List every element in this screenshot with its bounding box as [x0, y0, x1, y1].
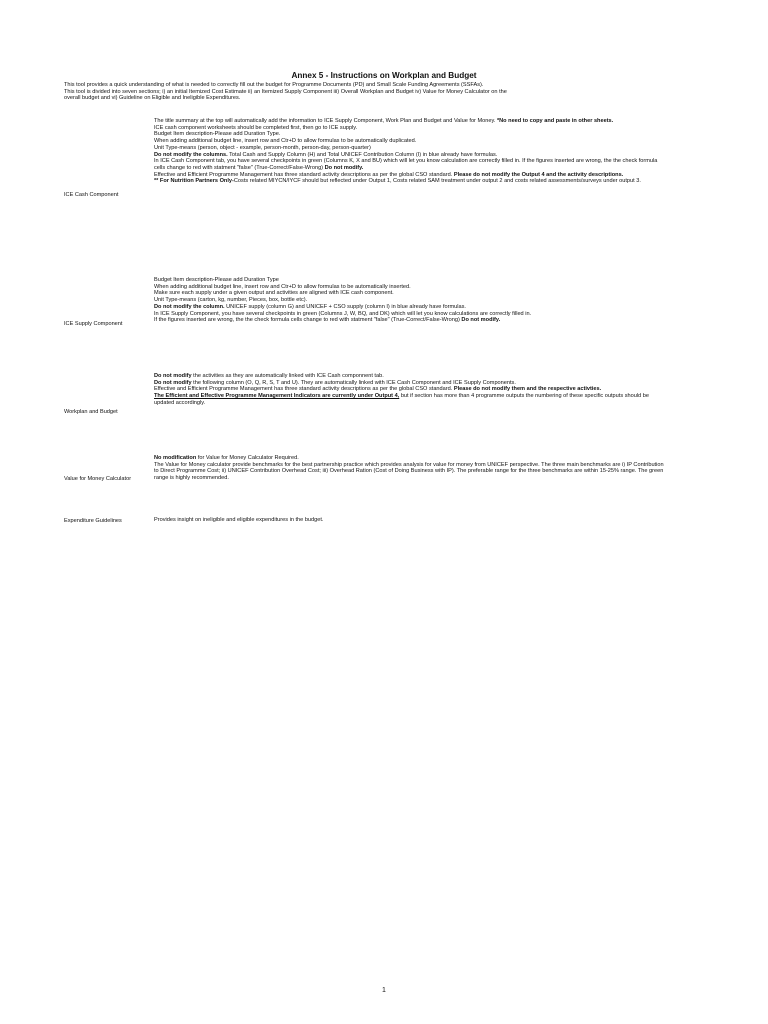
text-line: The Value for Money calculator provide benchmarks for the best partnership practice which provides analysis for value for money from UNICEF perspective. The three main benchmarks are i) IP Contribution to Direct Programme Cost; ii) UNICEF Contribution Overhead Cost; iii) Overhead Ration (Cost of Doing Business with IP). The preferable range for the three benchmarks are within 15-25% range. The green range is highly recommended. [154, 461, 664, 482]
text-line: ** For Nutrition Partners Only-Costs related MIYCN/IYCF should but reflected under Output 1, Costs related SAM treatment under output 2 and costs related assessments/surveys under output 3. [154, 178, 641, 185]
text-line: Effective and Efficient Programme Management has three standard activity descriptions as per the global CSO standard. Please do not modify the Output 4 and the activity descriptions. [154, 171, 624, 178]
text-line: Unit Type-means (person, object - example, person-month, person-day, person-quarter) [154, 144, 371, 151]
text-line: Effective and Efficient Programme Management has three standard activity descriptions as per the global CSO standard. Please do not modify them and the respective activties. [154, 386, 602, 393]
section-content-vfm [154, 455, 664, 482]
section-content-ice-supply [154, 277, 664, 324]
page-title: Annex 5 - Instructions on Workplan and Budget [291, 71, 477, 80]
text-line: The Efficient and Effective Programme Management Indicators are currently under Output 4, but if section has more than 4 programme outputs the numbering of these specific outputs should be updated accordingly. [154, 393, 649, 406]
section-content-workplan [154, 373, 664, 407]
section-content-ice-cash [154, 118, 664, 185]
text-line: Unit Type-means (carton, kg, number, Pieces, box, bottle etc). [154, 297, 308, 304]
section-label-ice-cash: ICE Cash Component [64, 192, 119, 198]
text-line: When adding additional budget line, insert row and Ctr+D to allow formulas to be automatically inserted. [154, 283, 411, 290]
text-line: The title summary at the top will automatically add the information to ICE Supply Component, Work Plan and Budget and Value for Money. *No need to copy and paste in other sheets. [154, 118, 614, 124]
section-label-expenditure: Expenditure Guidelines [64, 518, 122, 524]
intro-line: This tool provides a quick understanding of what is needed to correctly fill out the budget for Programme Documents (PD) and Small Scale Funding Agreements (SSFAs). [64, 82, 484, 88]
section-label-vfm: Value for Money Calculator [64, 476, 132, 482]
text-line: Budget Item description-Please add Duration Type. [154, 131, 281, 138]
text-line: Do not modify the activities as they are automatically linked with ICE Cash componnent tab. [154, 373, 384, 379]
text-line: If the figures inserted are wrong, the the check formula cells change to red with statment "false" (True-Correct/False-Wrong) Do not modify. [154, 317, 501, 324]
page-number: 1 [382, 987, 386, 994]
text-line: In ICE Cash Component tab, you have several checkpoints in green (Columns K, X and BU) which will let you know calculation are correctly filled in. If the figures inserted are wrong, the the check formula cells change to red with statment "false" (True-Correct/False-Wrong) Do not modify. [154, 158, 658, 171]
text-line: Make sure each supply under a given output and activities are aligned with ICE cash component. [154, 290, 394, 297]
text-line: Provides insight on ineligible and eligible expenditures in the budget. [154, 517, 324, 523]
text-line: In ICE Supply Component, you have several checkpoints in green (Columns J, W, BQ, and DK) which will let you know calculations are correctly filled in. [154, 310, 532, 317]
intro-line: This tool is divided into seven sections; i) an initial Itemized Cost Estimate ii) an Itemized Supply Component iii) Overall Workplan and Budget iv) Value for Money Calculator on the [64, 88, 507, 95]
text-line: When adding additional budget line, insert row and Ctr+D to allow formulas to be automatically duplicated. [154, 138, 417, 145]
text-line: Do not modify the columns. Total Cash and Supply Column (H) and Total UNICEF Contribution Column (I) in blue already have formulas. [154, 151, 498, 158]
text-line: ICE cash component worksheets should be completed first, then go to ICE supply. [154, 124, 358, 131]
text-line: No modification for Value for Money Calculator Required. [154, 455, 299, 461]
section-content-expenditure [154, 517, 664, 524]
text-line: Do not modify the following column (O, Q, R, S, T and U). They are automatically linked with ICE Cash Component and ICE Supply Components. [154, 379, 516, 386]
intro-line: overall budget and vi) Guideline on Eligible and Ineligible Expenditures. [64, 95, 241, 102]
section-label-workplan: Workplan and Budget [64, 409, 118, 415]
section-label-ice-supply: ICE Supply Component [64, 321, 123, 327]
intro-paragraph [64, 82, 664, 102]
text-line: Do not modify the column. UNICEF supply (column G) and UNICEF + CSO supply (column I) in blue already have formulas. [154, 303, 466, 310]
text-line: Budget Item description-Please add Duration Type [154, 277, 279, 283]
